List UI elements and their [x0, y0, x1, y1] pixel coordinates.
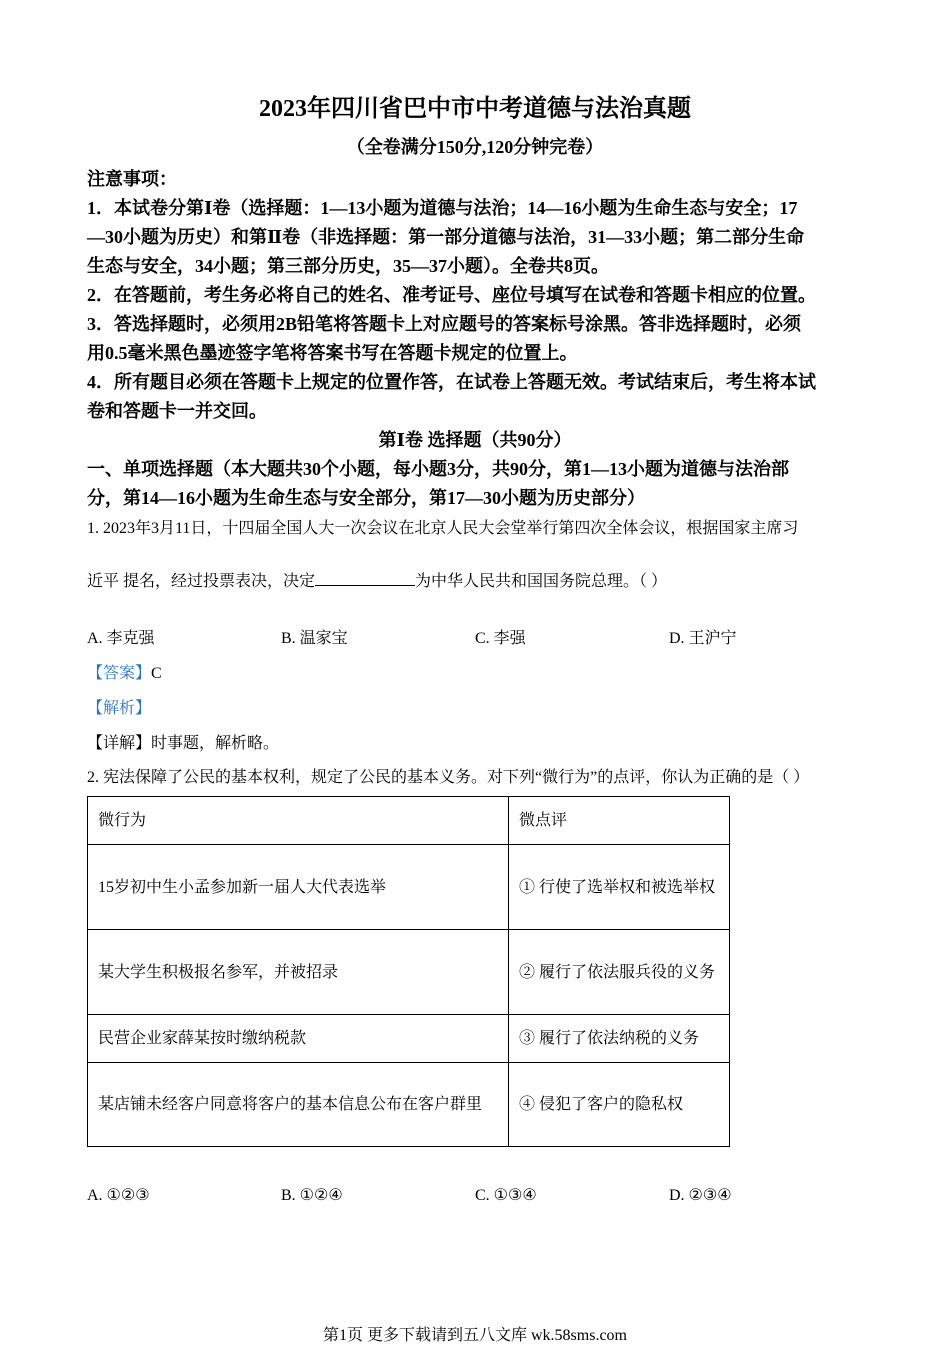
question-1-stem-continued [87, 568, 667, 591]
answer-tag: 【答案】 [87, 665, 152, 682]
table-cell: 某大学生积极报名参军，并被招录 [88, 930, 509, 1015]
notice-line: 4．所有题目必须在答题卡上规定的位置作答，在试卷上答题无效。考试结束后，考生将本试 [87, 372, 816, 392]
table-cell: ① 行使了选举权和被选举权 [509, 845, 730, 930]
notice-line: 1．本试卷分第Ⅰ卷（选择题：1—13小题为道德与法治；14—16小题为生命生态与安全；17 [87, 198, 798, 218]
question-2-stem: 2. 宪法保障了公民的基本权利，规定了公民的基本义务。对下列“微行为”的点评，你认为正确的是（ ） [87, 769, 810, 786]
table-cell: 15岁初中生小孟参加新一届人大代表选举 [88, 845, 509, 930]
q1-option-b: B. 温家宝 [281, 630, 348, 647]
question-1-text-after-blank: 为中华人民共和国国务院总理。（ ） [415, 573, 668, 590]
table-cell: 民营企业家薛某按时缴纳税款 [88, 1015, 509, 1063]
table-cell: 某店铺未经客户同意将客户的基本信息公布在客户群里 [88, 1063, 509, 1147]
table-header-row [88, 797, 730, 845]
section-heading-line: 分，第14—16小题为生命生态与安全部分，第17—30小题为历史部分） [87, 488, 645, 508]
notice-line: 3．答选择题时，必须用2B铅笔将答题卡上对应题号的答案标号涂黑。答非选择题时，必须 [87, 314, 802, 334]
q2-option-b: B. ①②④ [281, 1187, 343, 1204]
q1-detail: 【详解】时事题，解析略。 [87, 735, 280, 752]
q2-option-a: A. ①②③ [87, 1187, 150, 1204]
q2-option-c: C. ①③④ [475, 1187, 537, 1204]
answer-blank [315, 571, 415, 586]
answer-value: C [151, 665, 162, 682]
q1-option-a: A. 李克强 [87, 630, 155, 647]
page-footer: 第1页 更多下载请到五八文库 wk.58sms.com [322, 1327, 627, 1344]
q1-answer [87, 660, 162, 683]
page-subtitle: （全卷满分150分,120分钟完卷） [346, 137, 604, 157]
question-1-text-before-blank: 近平 提名，经过投票表决，决定 [87, 573, 316, 590]
notice-line: 2．在答题前，考生务必将自己的姓名、准考证号、座位号填写在试卷和答题卡相应的位置。 [87, 285, 816, 305]
notice-line: 卷和答题卡一并交回。 [87, 401, 267, 421]
table-cell: ③ 履行了依法纳税的义务 [509, 1015, 730, 1063]
table-header-cell: 微点评 [509, 797, 730, 845]
section-heading-line: 一、单项选择题（本大题共30个小题，每小题3分，共90分，第1—13小题为道德与法治部 [87, 459, 789, 479]
table-row [88, 930, 730, 1015]
question-1-stem: 1. 2023年3月11日，十四届全国人大一次会议在北京人民大会堂举行第四次全体会议，根据国家主席习 [87, 520, 799, 537]
notice-line: —30小题为历史）和第Ⅱ卷（非选择题：第一部分道德与法治，31—33小题；第二部分生命 [87, 227, 805, 247]
q2-table [87, 796, 730, 1147]
q1-option-c: C. 李强 [475, 630, 526, 647]
notice-line: 用0.5毫米黑色墨迹签字笔将答案书写在答题卡规定的位置上。 [87, 343, 578, 363]
table-row [88, 845, 730, 930]
q1-option-d: D. 王沪宁 [669, 630, 737, 647]
table-row [88, 1015, 730, 1063]
page-title: 2023年四川省巴中市中考道德与法治真题 [259, 96, 691, 122]
q1-analysis-tag: 【解析】 [87, 700, 152, 717]
table-row [88, 1063, 730, 1147]
part-heading: 第Ⅰ卷 选择题（共90分） [378, 430, 572, 450]
table-cell: ② 履行了依法服兵役的义务 [509, 930, 730, 1015]
notice-line: 生态与安全，34小题；第三部分历史，35—37小题）。全卷共8页。 [87, 256, 609, 276]
table-cell: ④ 侵犯了客户的隐私权 [509, 1063, 730, 1147]
q2-option-d: D. ②③④ [669, 1187, 732, 1204]
table-header-cell: 微行为 [88, 797, 509, 845]
notice-heading: 注意事项： [87, 169, 177, 189]
